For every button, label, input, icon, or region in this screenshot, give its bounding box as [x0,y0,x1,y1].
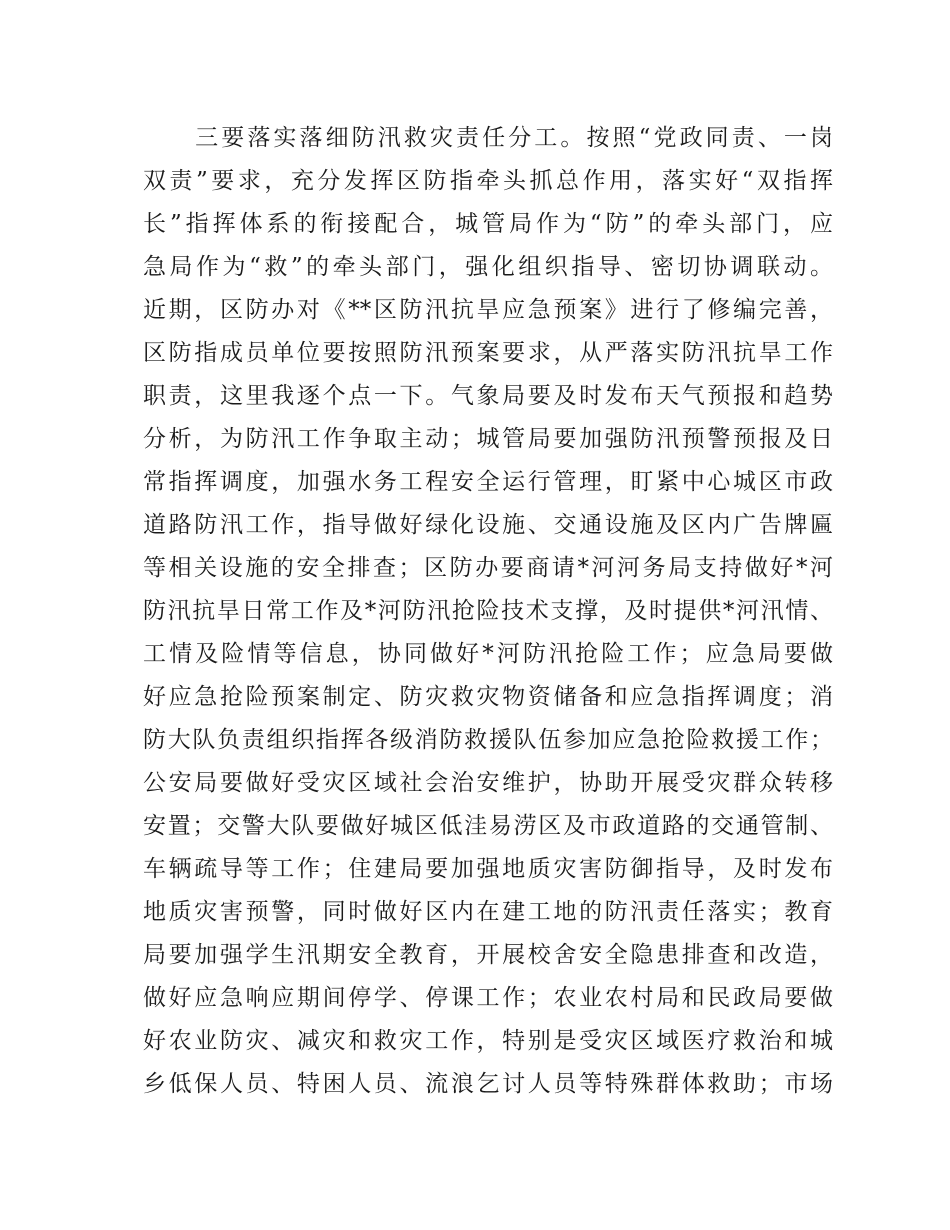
body-paragraph [143,117,833,1106]
paragraph-line: 局要加强学生汛期安全教育，开展校舍安全隐患排查和改造， [143,942,833,968]
paragraph-line: 防汛抗旱日常工作及*河防汛抢险技术支撑，及时提供*河汛情、 [143,598,833,624]
paragraph-line: 急局作为“救”的牵头部门，强化组织指导、密切协调联动。 [143,254,833,280]
paragraph-line: 地质灾害预警，同时做好区内在建工地的防汛责任落实；教育 [143,899,833,925]
paragraph-line: 区防指成员单位要按照防汛预案要求，从严落实防汛抗旱工作 [143,340,833,366]
paragraph-line: 安置；交警大队要做好城区低洼易涝区及市政道路的交通管制、 [143,813,833,839]
paragraph-line: 近期，区防办对《**区防汛抗旱应急预案》进行了修编完善， [143,297,833,323]
paragraph-line: 分析，为防汛工作争取主动；城管局要加强防汛预警预报及日 [143,426,833,452]
paragraph-line: 好农业防灾、减灾和救灾工作，特别是受灾区域医疗救治和城 [143,1028,833,1054]
paragraph-line: 工情及险情等信息，协同做好*河防汛抢险工作；应急局要做 [143,641,833,667]
paragraph-line: 道路防汛工作，指导做好绿化设施、交通设施及区内广告牌匾 [143,512,833,538]
paragraph-line: 公安局要做好受灾区域社会治安维护，协助开展受灾群众转移 [143,770,833,796]
paragraph-line: 车辆疏导等工作；住建局要加强地质灾害防御指导，及时发布 [143,856,833,882]
paragraph-line: 职责，这里我逐个点一下。气象局要及时发布天气预报和趋势 [143,383,833,409]
paragraph-line: 常指挥调度，加强水务工程安全运行管理，盯紧中心城区市政 [143,469,833,495]
paragraph-line: 等相关设施的安全排查；区防办要商请*河河务局支持做好*河 [143,555,833,581]
paragraph-line: 做好应急响应期间停学、停课工作；农业农村局和民政局要做 [143,985,833,1011]
paragraph-line: 好应急抢险预案制定、防灾救灾物资储备和应急指挥调度；消 [143,684,833,710]
paragraph-line: 三要落实落细防汛救灾责任分工。按照“党政同责、一岗 [143,125,833,151]
paragraph-line: 乡低保人员、特困人员、流浪乞讨人员等特殊群体救助；市场 [143,1071,833,1097]
paragraph-line: 防大队负责组织指挥各级消防救援队伍参加应急抢险救援工作； [143,727,833,753]
paragraph-line: 长”指挥体系的衔接配合，城管局作为“防”的牵头部门，应 [143,211,833,237]
paragraph-line: 双责”要求，充分发挥区防指牵头抓总作用，落实好“双指挥 [143,168,833,194]
